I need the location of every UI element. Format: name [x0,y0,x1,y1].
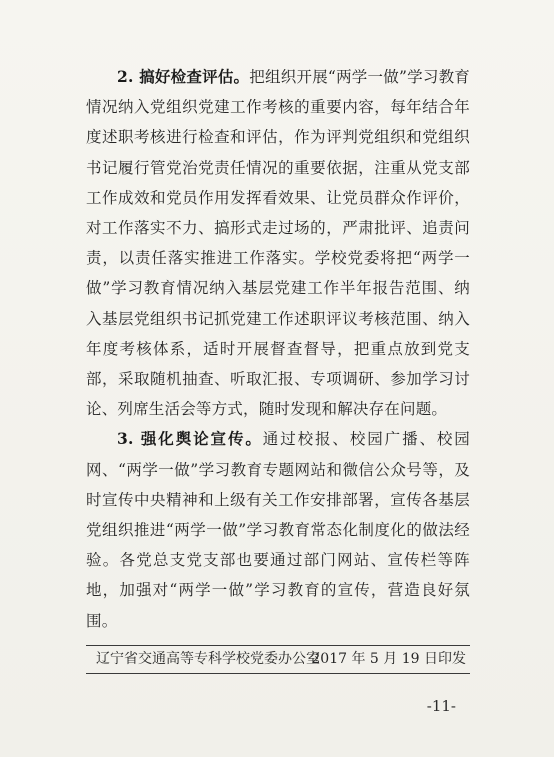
document-body [86,62,470,636]
issuing-office: 辽宁省交通高等专科学校党委办公室 [96,651,320,667]
page-number: -11- [426,697,456,715]
paragraph-publicity [86,424,470,635]
issue-date: 2017 年 5 月 19 日印发 [311,651,466,667]
paragraph-heading: 3. 强化舆论宣传。 [117,429,263,449]
paragraph-text: 通过校报、校园广播、校园网、“两学一做”学习教育专题网站和微信公众号等，及时宣传中央精神和上级有关工作安排部署，宣传各基层党组织推进“两学一做”学习教育常态化制度化的做法经验。各党总支党支部也要通过部门网站、宣传栏等阵地，加强对“两学一做”学习教育的宣传，营造良好氛围。 [86,430,471,630]
paragraph-inspection-evaluation [86,62,470,424]
footer-top-rule [86,645,470,646]
paragraph-heading: 2. 搞好检查评估。 [117,67,250,86]
footer-bottom-rule [86,673,470,674]
paragraph-text: 把组织开展“两学一做”学习教育情况纳入党组织党建工作考核的重要内容，每年结合年度述职考核进行检查和评估，作为评判党组织和党组织书记履行管党治党责任情况的重要依据，注重从党支部工作成效和党员作用发挥看效果、让党员群众作评价，对工作落实不力、搞形式走过场的，严肃批评、追责问责，以责任落实推进工作落实。学校党委将把“两学一做”学习教育情况纳入基层党建工作半年报告范围、纳入基层党组织书记抓党建工作述职评议考核范围、纳入年度考核体系，适时开展督查督导，把重点放到党支部，采取随机抽查、听取汇报、专项调研、参加学习讨论、列席生活会等方式，随时发现和解决存在问题。 [86,68,471,419]
